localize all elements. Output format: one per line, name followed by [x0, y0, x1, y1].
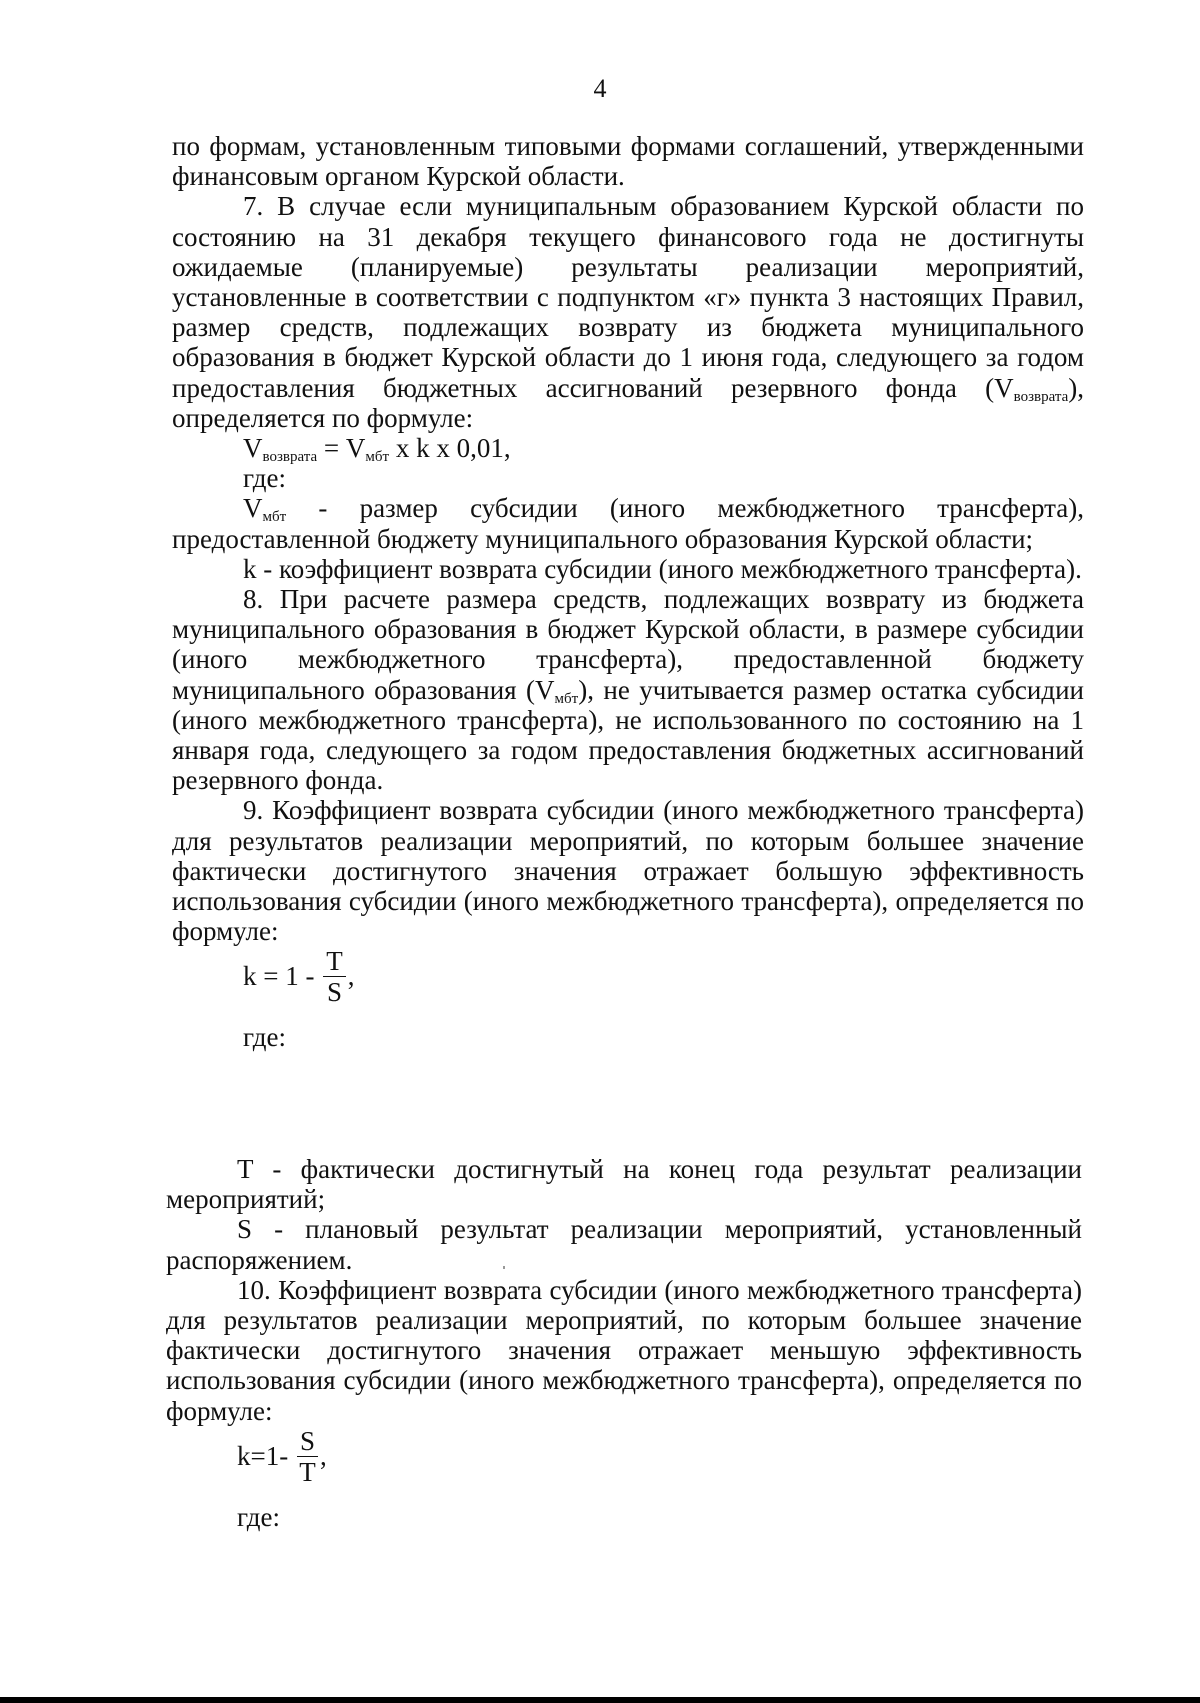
paragraph-10: 10. Коэффициент возврата субсидии (иного межбюджетного трансферта) для результатов реализации мероприятий, по которым большее значение фактически достигнутого значения отражает меньшую эффективность использования субсидии (иного межбюджетного трансферта), определяется по формуле:	[166, 1274, 1082, 1426]
formula-return-amount: $V_{возврата} = V_{мбт}$ x k x 0,01,	[243, 433, 511, 466]
fraction	[323, 946, 346, 1007]
definition-t: T - фактически достигнутый на конец года результат реализации мероприятий;	[166, 1154, 1082, 1215]
document-body-lower	[166, 1154, 1082, 1532]
document-body-upper	[172, 131, 1084, 1053]
fraction-denominator: T	[299, 1456, 316, 1487]
formula-k-smaller: k=1- $\frac{S}{T}$ ,	[237, 1425, 327, 1487]
paragraph-7: 7. В случае если муниципальным образованием Курской области по состоянию на 31 декабря текущего финансового года не достигнуты ожидаемые (планируемые) результаты реализации мероприятий, установленные в соответствии с подпунктом «г» пункта 3 настоящих Правил, размер средств, подлежащих возврату из бюджета муниципального образования в бюджет Курской области до 1 июня года, следующего за годом предоставления бюджетных ассигнований резервного фонда $(V_{возврата})$, определяется по формуле:	[172, 191, 1084, 433]
paragraph-9: 9. Коэффициент возврата субсидии (иного межбюджетного трансферта) для результатов реализации мероприятий, по которым большее значение фактически достигнутого значения отражает большую эффективность использования субсидии (иного межбюджетного трансферта), определяется по формуле:	[172, 795, 1084, 947]
fraction-numerator: T	[323, 946, 346, 977]
where-label-2: где:	[243, 1022, 286, 1053]
definition-k: k - коэффициент возврата субсидии (иного межбюджетного трансферта).	[243, 553, 1082, 584]
fraction	[297, 1426, 318, 1487]
definition-v-mbt: $V_{мбт}$ - размер субсидии (иного межбюджетного трансферта), предоставленной бюджету муниципального образования Курской области;	[172, 493, 1084, 554]
paragraph-continuation: по формам, установленным типовыми формами соглашений, утвержденными финансовым органом Курской области.	[172, 131, 1084, 192]
definition-s: S - плановый результат реализации мероприятий, установленный распоряжением.	[166, 1214, 1082, 1275]
formula-lhs: k=1-	[237, 1440, 289, 1471]
formula-k-larger: k = 1 - $\frac{T}{S}$ ,	[243, 946, 355, 1008]
fraction-denominator: S	[326, 977, 342, 1008]
scan-edge-line	[0, 1697, 1200, 1703]
page-number: 4	[593, 74, 607, 103]
where-label-1: где:	[243, 463, 286, 494]
where-label-3: где:	[237, 1501, 280, 1532]
fraction-numerator: S	[297, 1426, 318, 1457]
scan-speck	[503, 1266, 505, 1269]
paragraph-8: 8. При расчете размера средств, подлежащих возврату из бюджета муниципального образования в бюджет Курской области, в размере субсидии (иного межбюджетного трансферта), предоставленной бюджету муниципального образования $(V_{мбт})$, не учитывается размер остатка субсидии (иного межбюджетного трансферта), не использованного по состоянию на 1 января года, следующего за годом предоставления бюджетных ассигнований резервного фонда.	[172, 584, 1084, 796]
formula-lhs: k = 1 -	[243, 961, 315, 992]
